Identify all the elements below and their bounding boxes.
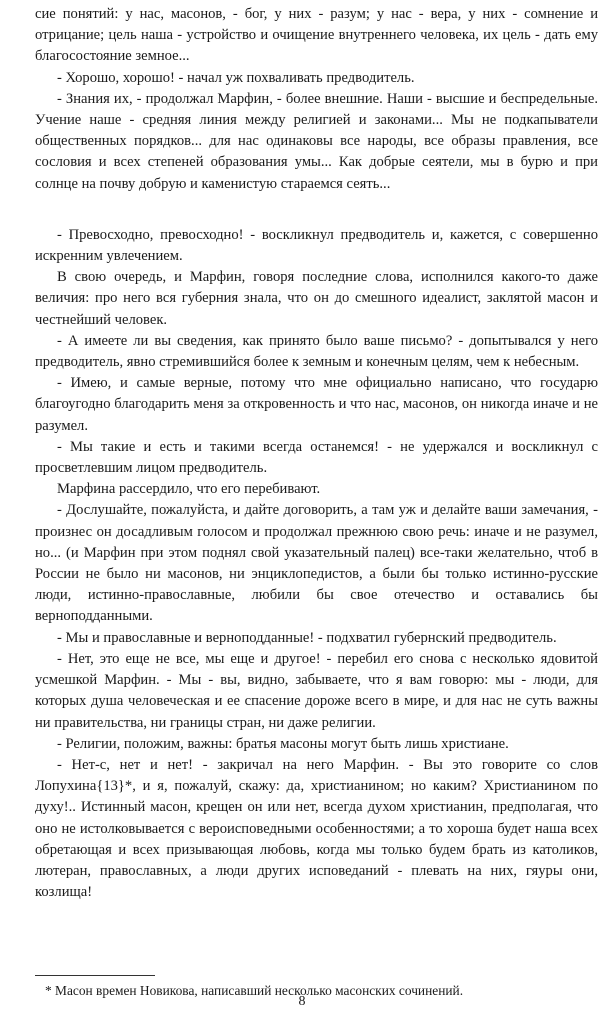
section-gap xyxy=(35,195,598,225)
footnote: * Масон времен Новикова, написавший несколько масонских сочинений. xyxy=(45,983,464,998)
paragraph: - Знания их, - продолжал Марфин, - более внешние. Наши - высшие и беспредельные. Учение наше - средняя линия между религией и законами... Мы не подкапыватели общественных порядков... для нас одинаковы все народы, все образы правления, все сословия и всех степеней образования умы... Как добрые сеятели, мы в бурю и при солнце на почву добрую и каменистую стараемся сеять... xyxy=(35,90,598,192)
paragraph: Марфина рассердило, что его перебивают. xyxy=(57,481,321,498)
page-body xyxy=(35,4,598,903)
paragraph: сие понятий: у нас, масонов, - бог, у них - разум; у нас - вера, у них - сомнение и отрицание; цель наша - устройство и очищение внутреннего человека, их цель - дать ему благосостояние земное... xyxy=(35,6,598,65)
paragraph: - Нет, это еще не все, мы еще и другое! - перебил его снова с несколько ядовитой усмешкой Марфин. - Мы - вы, видно, забываете, что я вам говорю: мы - люди, для которых душа человеческая и ее спасение дороже всего в мире, и для нас не суть важны ни правительства, ни границы стран, ни даже религии. xyxy=(35,650,598,731)
page-number: 8 xyxy=(298,994,306,1009)
paragraph: - Мы такие и есть и такими всегда останемся! - не удержался и воскликнул с просветлевшим лицом предводитель. xyxy=(35,438,598,477)
paragraph: - Религии, положим, важны: братья масоны могут быть лишь христиане. xyxy=(57,735,509,752)
paragraph: - Дослушайте, пожалуйста, и дайте договорить, а там уж и делайте ваши замечания, - произнес он досадливым голосом и продолжал прежнюю свою речь: иначе и не разумел, но... (и Марфин при этом поднял свой указательный палец) все-таки желательно, чтоб в России не было ни масонов, ни энциклопедистов, а были бы только истинно-русские люди, истинно-православные, любили бы свое отечество и оставались бы верноподданными. xyxy=(35,502,598,625)
footnote-divider xyxy=(35,975,155,976)
paragraph: - Хорошо, хорошо! - начал уж похваливать предводитель. xyxy=(57,69,415,86)
paragraph: - Превосходно, превосходно! - воскликнул предводитель и, кажется, с совершенно искренним увлечением. xyxy=(35,226,598,265)
paragraph: - Нет-с, нет и нет! - закричал на него Марфин. - Вы это говорите со слов Лопухина{13}*, и я, пожалуй, скажу: да, христианином; но каким? Христианином по духу!.. Истинный масон, крещен он или нет, всегда духом христианин, предполагая, что оно не истолковывается с вероисповедными особенностями; а то хороша будет наша всех обретающая и всех призывающая любовь, когда мы только будем брать из католиков, лютеран, православных, а люди других исповеданий - плевать на них, гяуры они, козлища! xyxy=(35,756,598,901)
paragraph: - А имеете ли вы сведения, как принято было ваше письмо? - допытывался у него предводитель, явно стремившийся более к земным и конечным целям, чем к небесным. xyxy=(35,332,598,371)
paragraph: - Имею, и самые верные, потому что мне официально написано, что государю благоугодно благодарить меня за откровенность и что нас, масонов, он никогда иначе и не разумел. xyxy=(35,375,598,434)
paragraph: - Мы и православные и верноподданные! - подхватил губернский предводитель. xyxy=(57,629,557,646)
paragraph: В свою очередь, и Марфин, говоря последние слова, исполнился какого-то даже величия: про него вся губерния знала, что он до смешного идеалист, заклятой масон и честнейший человек. xyxy=(35,269,598,328)
